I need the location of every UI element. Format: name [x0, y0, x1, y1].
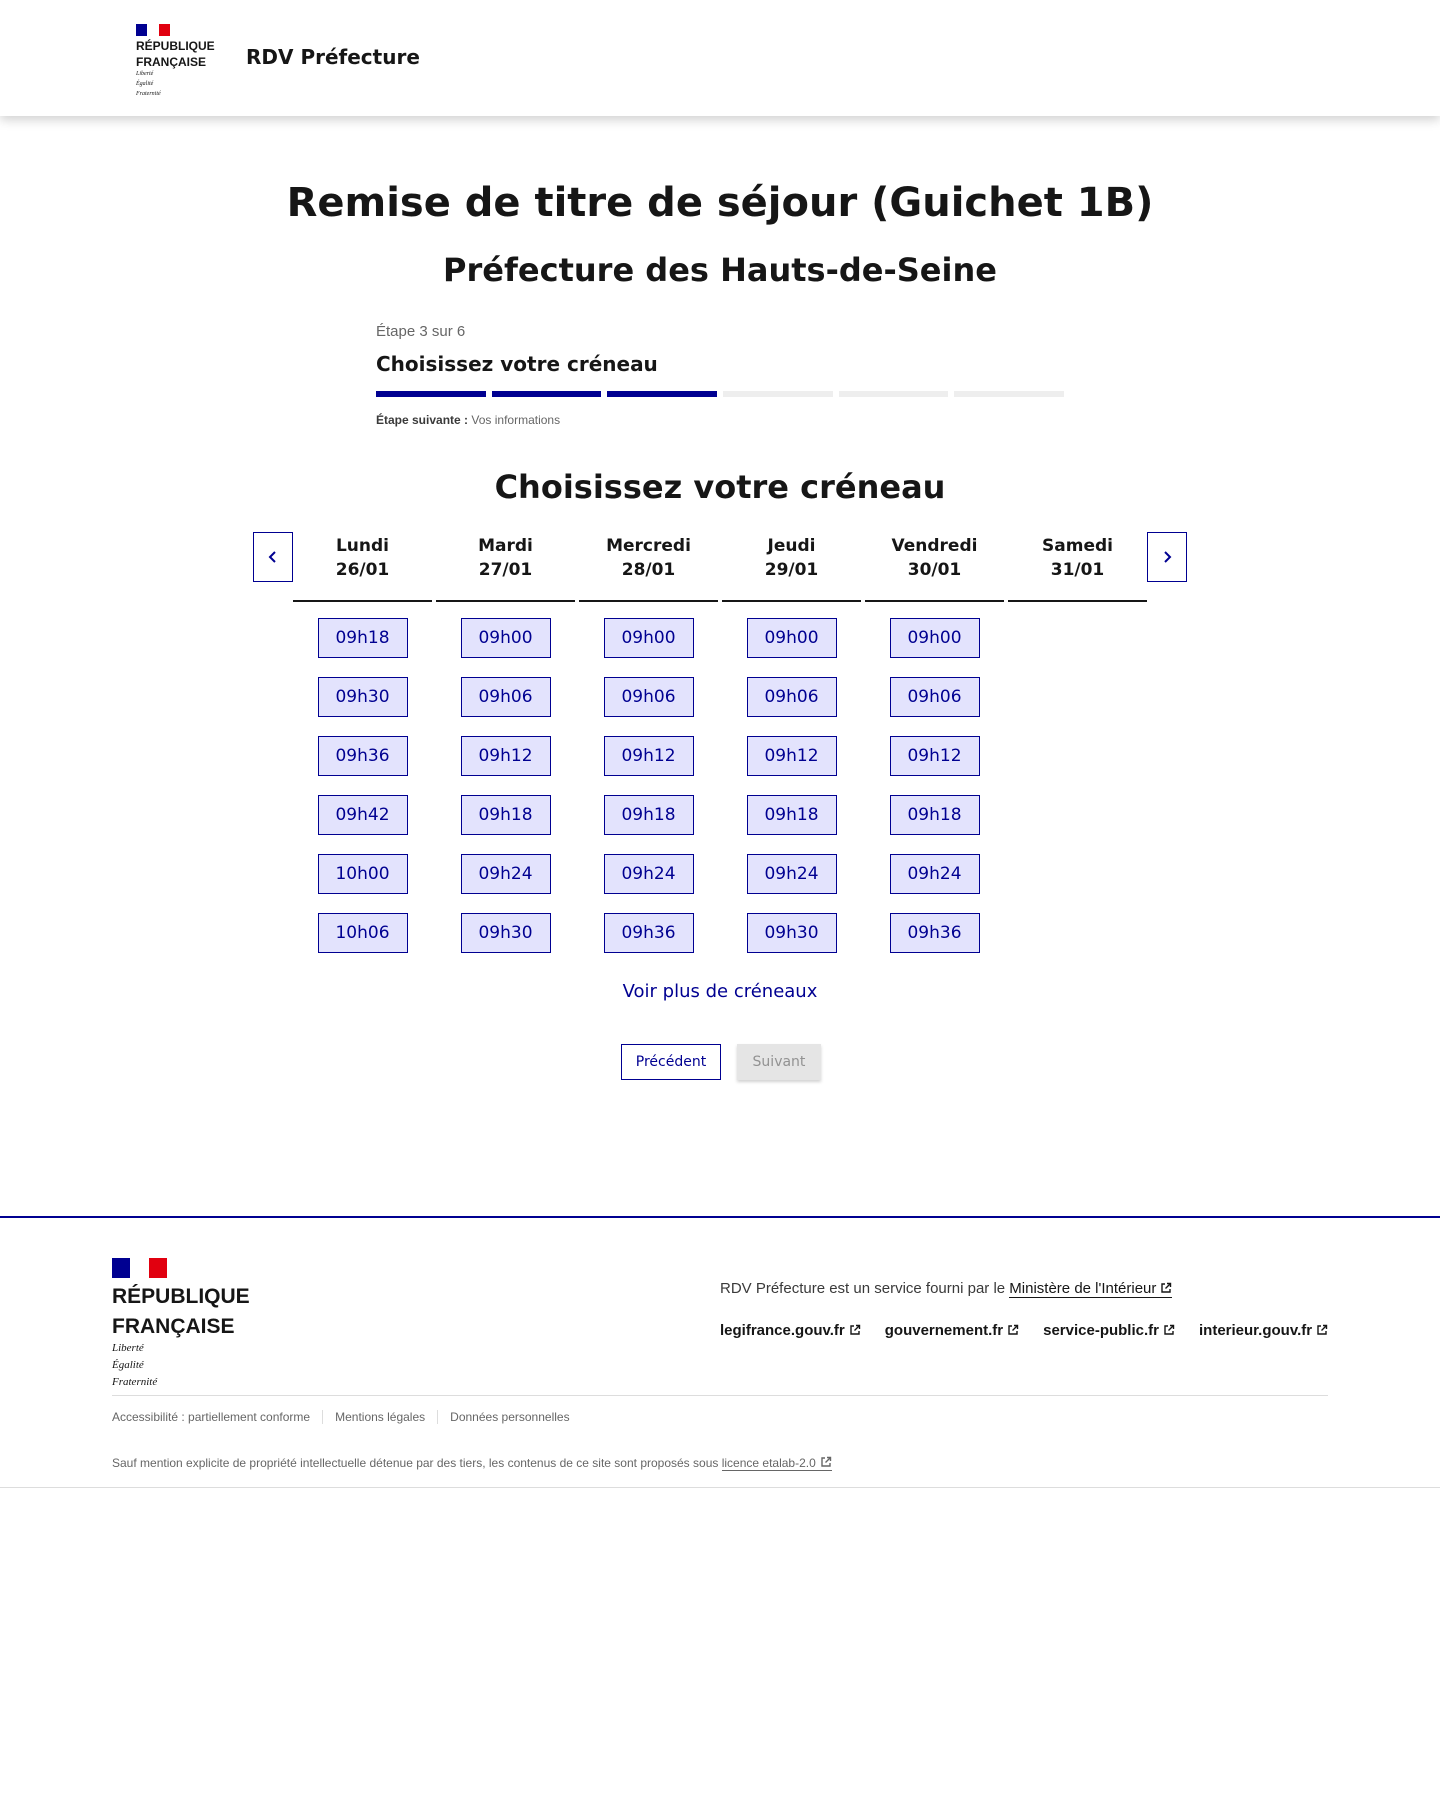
- license-link[interactable]: [722, 1456, 832, 1471]
- footer-description: [720, 1280, 1172, 1297]
- slot-list: [747, 618, 837, 972]
- license-link-label: licence etalab-2.0: [721, 1456, 816, 1470]
- stepper-bar: [492, 391, 602, 397]
- time-slot-button[interactable]: 09h24: [461, 854, 551, 894]
- chevron-left-icon: [267, 551, 279, 563]
- time-slot-button[interactable]: 09h06: [461, 677, 551, 717]
- footer-bottom-link[interactable]: Accessibilité : partiellement conforme: [112, 1410, 311, 1424]
- day-name: Samedi: [1042, 536, 1113, 556]
- slot-list: [890, 618, 980, 972]
- previous-week-button[interactable]: [253, 532, 293, 582]
- external-link-icon: [820, 1456, 832, 1468]
- day-header: [865, 532, 1004, 602]
- slot-list: [604, 618, 694, 972]
- day-date: 27/01: [478, 560, 533, 580]
- day-column: [722, 532, 861, 972]
- day-header: [436, 532, 575, 602]
- time-slot-button[interactable]: 09h00: [604, 618, 694, 658]
- rf-line-2: FRANÇAISE: [136, 55, 207, 69]
- more-slots-link[interactable]: Voir plus de créneaux: [622, 981, 818, 1002]
- time-slot-button[interactable]: 09h00: [747, 618, 837, 658]
- footer-desc-text: RDV Préfecture est un service fourni par le: [720, 1280, 1010, 1297]
- next-button: Suivant: [737, 1044, 821, 1080]
- time-slot-button[interactable]: 09h30: [747, 913, 837, 953]
- marianne-flag-icon: [112, 1258, 167, 1278]
- rf-line-1: RÉPUBLIQUE: [136, 39, 215, 53]
- page-subtitle: Préfecture des Hauts-de-Seine: [443, 251, 997, 289]
- footer-license: [112, 1456, 832, 1470]
- footer-bottom-link[interactable]: Données personnelles: [437, 1410, 581, 1424]
- time-slot-button[interactable]: 09h42: [318, 795, 408, 835]
- footer-partner-link[interactable]: [720, 1322, 861, 1339]
- devise-egalite: Égalité: [136, 81, 154, 87]
- stepper-bar: [607, 391, 717, 397]
- day-name: Vendredi: [891, 536, 978, 556]
- time-slot-button[interactable]: 09h18: [747, 795, 837, 835]
- stepper: [376, 323, 1064, 427]
- marianne-flag-icon: [136, 24, 170, 36]
- day-header: [722, 532, 861, 602]
- license-text: Sauf mention explicite de propriété intellectuelle détenue par des tiers, les contenus de ce site sont proposés sous: [112, 1456, 722, 1470]
- day-column: [1008, 532, 1147, 972]
- day-date: 28/01: [621, 560, 676, 580]
- time-slot-button[interactable]: 09h36: [890, 913, 980, 953]
- footer-partner-links: [720, 1322, 1328, 1339]
- time-slot-button[interactable]: 09h30: [318, 677, 408, 717]
- time-slot-button[interactable]: 09h18: [318, 618, 408, 658]
- time-slot-button[interactable]: 09h24: [890, 854, 980, 894]
- day-name: Jeudi: [767, 536, 816, 556]
- time-slot-button[interactable]: 10h06: [318, 913, 408, 953]
- form-actions: [621, 1044, 821, 1080]
- day-column: [579, 532, 718, 972]
- day-column: [436, 532, 575, 972]
- chevron-right-icon: [1161, 551, 1173, 563]
- footer-bottom-links: [112, 1410, 582, 1424]
- footer-partner-link[interactable]: [1199, 1322, 1328, 1339]
- page-end-divider: [0, 1487, 1440, 1488]
- footer-partner-link[interactable]: [885, 1322, 1019, 1339]
- time-slot-button[interactable]: 09h06: [890, 677, 980, 717]
- footer-devise-fraternite: Fraternité: [112, 1376, 158, 1388]
- time-slot-button[interactable]: 09h12: [604, 736, 694, 776]
- day-name: Mardi: [478, 536, 533, 556]
- slot-list: [461, 618, 551, 972]
- stepper-bar: [954, 391, 1064, 397]
- footer-partner-link-label: interieur.gouv.fr: [1199, 1322, 1313, 1339]
- day-header: [579, 532, 718, 602]
- service-name[interactable]: RDV Préfecture: [246, 45, 420, 69]
- footer-devise-egalite: Égalité: [112, 1359, 144, 1371]
- time-slot-button[interactable]: 09h12: [747, 736, 837, 776]
- day-name: Lundi: [335, 536, 390, 556]
- site-footer: [0, 1216, 1440, 1487]
- devise-fraternite: Fraternité: [136, 91, 161, 97]
- footer-partner-link-label: gouvernement.fr: [884, 1322, 1004, 1339]
- ministere-link-label: Ministère de l'Intérieur: [1009, 1280, 1157, 1297]
- time-slot-button[interactable]: 10h00: [318, 854, 408, 894]
- stepper-state: Étape 3 sur 6: [376, 323, 466, 340]
- external-link-icon: [1160, 1282, 1172, 1294]
- day-header: [293, 532, 432, 602]
- devise-liberte: Liberté: [136, 71, 154, 77]
- time-slot-button[interactable]: 09h18: [604, 795, 694, 835]
- time-slot-button[interactable]: 09h24: [747, 854, 837, 894]
- ministere-link[interactable]: [1009, 1280, 1172, 1298]
- external-link-icon: [1007, 1324, 1019, 1336]
- slot-list: [318, 618, 408, 972]
- next-week-button[interactable]: [1147, 532, 1187, 582]
- stepper-progress: [376, 391, 1064, 397]
- site-header: [0, 0, 1440, 116]
- footer-devise-liberte: Liberté: [112, 1342, 144, 1354]
- day-column: [293, 532, 432, 972]
- time-slot-button[interactable]: 09h36: [318, 736, 408, 776]
- footer-partner-link-label: legifrance.gouv.fr: [720, 1322, 845, 1339]
- footer-partner-link[interactable]: [1043, 1322, 1175, 1339]
- footer-divider: [112, 1395, 1328, 1396]
- footer-rf-line-2: FRANÇAISE: [112, 1315, 235, 1338]
- external-link-icon: [849, 1324, 861, 1336]
- time-slot-button[interactable]: 09h00: [890, 618, 980, 658]
- footer-rf-line-1: RÉPUBLIQUE: [112, 1285, 250, 1308]
- stepper-bar: [376, 391, 486, 397]
- day-column: [865, 532, 1004, 972]
- day-header: [1008, 532, 1147, 602]
- time-slot-button[interactable]: 09h06: [604, 677, 694, 717]
- day-name: Mercredi: [606, 536, 691, 556]
- time-slot-button[interactable]: 09h00: [461, 618, 551, 658]
- time-slot-button[interactable]: 09h06: [747, 677, 837, 717]
- page-title: Remise de titre de séjour (Guichet 1B): [286, 180, 1154, 226]
- day-date: 26/01: [335, 560, 390, 580]
- footer-partner-link-label: service-public.fr: [1043, 1322, 1159, 1339]
- time-slot-button[interactable]: 09h18: [890, 795, 980, 835]
- time-slot-button[interactable]: 09h30: [461, 913, 551, 953]
- republique-francaise-logo[interactable]: [136, 24, 215, 98]
- stepper-bar: [723, 391, 833, 397]
- previous-button[interactable]: Précédent: [621, 1044, 721, 1080]
- stepper-next-label: Étape suivante :: [376, 413, 469, 427]
- time-slot-button[interactable]: 09h12: [890, 736, 980, 776]
- day-date: 29/01: [764, 560, 819, 580]
- stepper-bar: [839, 391, 949, 397]
- footer-bottom-link[interactable]: Mentions légales: [322, 1410, 437, 1424]
- footer-republique-francaise-logo[interactable]: [112, 1258, 250, 1389]
- stepper-next-step: [376, 413, 1064, 427]
- calendar-days: [293, 532, 1147, 972]
- time-slot-button[interactable]: 09h18: [461, 795, 551, 835]
- external-link-icon: [1163, 1324, 1175, 1336]
- external-link-icon: [1316, 1324, 1328, 1336]
- time-slot-button[interactable]: 09h24: [604, 854, 694, 894]
- stepper-next-value: Vos informations: [471, 413, 561, 427]
- stepper-title: Choisissez votre créneau: [376, 352, 658, 376]
- time-slot-button[interactable]: 09h12: [461, 736, 551, 776]
- day-date: 30/01: [907, 560, 962, 580]
- day-date: 31/01: [1050, 560, 1105, 580]
- time-slot-button[interactable]: 09h36: [604, 913, 694, 953]
- calendar-title: Choisissez votre créneau: [494, 468, 946, 506]
